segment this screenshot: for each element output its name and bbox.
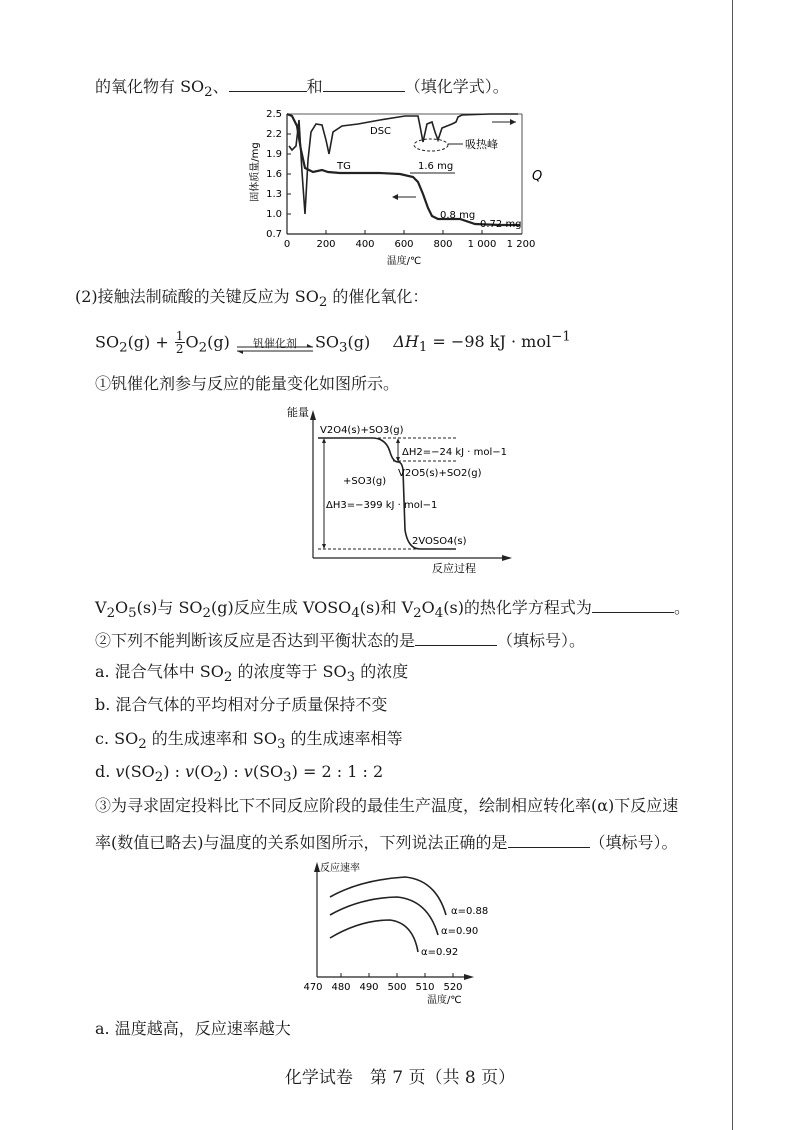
top-species: V2O4(s)+SO3(g) [320, 425, 404, 436]
tg-label: TG [337, 161, 351, 172]
alpha-label-090: α=0.90 [441, 926, 479, 937]
option-c [95, 728, 403, 756]
text: 的催化氧化： [327, 287, 429, 306]
text: 、 [212, 77, 229, 96]
fig1-x-ticks [284, 239, 536, 250]
text: （填标号）。 [589, 833, 678, 852]
subscript: 2 [318, 295, 328, 311]
equilibrium-arrow-icon [235, 344, 315, 354]
fig2-x-label: 反应过程 [432, 562, 476, 575]
fraction-numerator: 1 [175, 329, 184, 344]
text: (g)反应生成 VOSO [211, 598, 352, 617]
mass-label-1: 1.6 mg [418, 161, 454, 172]
x-tick: 490 [359, 982, 379, 993]
text: b. 混合气体的平均相对分子质量保持不变 [95, 695, 388, 714]
subscript: 2 [198, 340, 208, 356]
tg-dsc-figure [240, 100, 550, 272]
rate-symbol: v [243, 762, 253, 781]
answer-blank-1[interactable] [229, 73, 307, 92]
energy-diagram [280, 400, 520, 580]
answer-blank-5[interactable] [508, 829, 590, 848]
fraction-denominator: 2 [175, 342, 184, 357]
subscript: 3 [339, 340, 348, 356]
x-tick: 1 200 [506, 239, 536, 250]
peak-ellipse [414, 139, 448, 151]
main-equation [95, 324, 571, 363]
y-tick: 1.6 [266, 169, 282, 180]
y-tick: 0.7 [266, 229, 282, 240]
text: 。 [673, 598, 690, 617]
text: （填标号）。 [497, 631, 586, 650]
text: (2)接触法制硫酸的关键反应为 SO [75, 287, 319, 306]
rate-symbol: v [115, 762, 125, 781]
text: (s)和 V [359, 598, 414, 617]
q2-3-line2 [95, 829, 678, 854]
subscript: 4 [434, 606, 444, 622]
dh2-label: ΔH2=−24 kJ · mol−1 [402, 447, 508, 458]
alpha-label-092: α=0.92 [421, 947, 459, 958]
curve-alpha-088 [330, 877, 446, 915]
y-tick: 2.5 [266, 109, 282, 120]
text: 的生成速率和 SO [146, 729, 277, 748]
text: O [421, 598, 435, 617]
x-tick: 0 [283, 239, 291, 250]
subscript: 2 [204, 85, 213, 101]
option-a [95, 661, 408, 689]
q2-1-stem [95, 373, 399, 395]
superscript: −1 [551, 330, 571, 345]
subscript: 4 [351, 606, 360, 622]
fig3-x-ticks [303, 982, 462, 993]
text: (O [194, 762, 214, 781]
text: 率(数值已略去)与温度的关系如图所示，下列说法正确的是 [95, 833, 508, 852]
text: (SO [252, 762, 284, 781]
option-d [95, 761, 383, 789]
text: O [115, 598, 129, 617]
tg-curve [287, 114, 520, 225]
rate-symbol: v [185, 762, 195, 781]
text: 的生成速率相等 [285, 729, 403, 748]
text: V [95, 598, 107, 617]
delta-h-symbol: ΔH [393, 332, 419, 352]
text: ②下列不能判断该反应是否达到平衡状态的是 [95, 631, 416, 650]
text: SO [314, 332, 340, 352]
catalyst-label: 钒催化剂 [252, 336, 297, 350]
dsc-label: DSC [370, 126, 392, 137]
text: (g) [207, 332, 230, 352]
text: (s)的热化学方程式为 [443, 598, 592, 617]
dh3-label: ΔH3=−399 kJ · mol−1 [326, 500, 438, 511]
subscript: 3 [346, 670, 356, 686]
subscript: 2 [154, 770, 164, 786]
q2-2-stem [95, 627, 585, 652]
subscript: 3 [283, 770, 292, 786]
fraction-half [175, 330, 185, 355]
subscript: 2 [202, 606, 212, 622]
page-footer: 化学试卷 第 7 页（共 8 页） [284, 1068, 516, 1088]
text: (s)与 SO [136, 598, 203, 617]
text: a. 混合气体中 SO [95, 662, 224, 681]
bottom-species: 2VOSO4(s) [412, 536, 467, 547]
add-so3-label: +SO3(g) [343, 476, 387, 487]
text: c. SO [95, 729, 139, 748]
y-tick: 1.9 [266, 149, 282, 160]
text: (g) + [127, 332, 169, 352]
answer-blank-4[interactable] [415, 627, 497, 646]
text: 的浓度 [355, 662, 409, 681]
text: (g) [347, 332, 371, 352]
subscript: 2 [213, 770, 222, 786]
subscript: 2 [223, 670, 233, 686]
x-tick: 400 [355, 239, 375, 250]
text: O [185, 332, 199, 352]
text: ①钒催化剂参与反应的能量变化如图所示。 [95, 374, 400, 393]
fig1-x-label: 温度/℃ [386, 256, 422, 267]
subscript: 2 [138, 737, 147, 753]
fig1-y-label: 固体质量/mg [250, 142, 261, 202]
text: d. [95, 762, 116, 781]
subscript: 2 [106, 606, 116, 622]
text: ) : [221, 762, 244, 781]
subscript: 2 [119, 340, 128, 356]
text: SO [95, 332, 120, 352]
mid-species: V2O5(s)+SO2(g) [398, 468, 482, 479]
dsc-curve [289, 114, 518, 214]
x-tick: 800 [433, 239, 453, 250]
answer-blank-2[interactable] [323, 73, 405, 92]
text: ) = 2 : 1 : 2 [291, 762, 384, 781]
alpha-label-088: α=0.88 [451, 906, 489, 917]
fig1-right-label: Q [532, 169, 543, 184]
fig1-y-ticks [266, 109, 282, 240]
x-tick: 510 [415, 982, 435, 993]
option-b [95, 694, 387, 716]
q2-3-option-a [95, 1018, 291, 1040]
text: a. 温度越高，反应速率越大 [95, 1019, 291, 1038]
mass-label-3: 0.72 mg [480, 219, 522, 230]
fig2-y-label: 能量 [287, 406, 309, 419]
text: ③为寻求固定投料比下不同反应阶段的最佳生产温度，绘制相应转化率(α)下反应速 [95, 796, 679, 815]
delta-h-value: = −98 kJ · mol [427, 332, 552, 352]
peak-label: 吸热峰 [465, 138, 498, 151]
subscript: 2 [413, 606, 422, 622]
text: 和 [306, 77, 323, 96]
q2-1-task [95, 594, 690, 625]
q2-3-line1 [95, 795, 678, 817]
y-tick: 1.0 [266, 209, 282, 220]
fig3-y-label: 反应速率 [320, 863, 360, 874]
text: 的浓度等于 SO [232, 662, 347, 681]
subscript: 1 [418, 340, 428, 356]
q2-intro [75, 286, 428, 314]
x-tick: 470 [303, 982, 323, 993]
x-tick: 500 [387, 982, 407, 993]
fig3-x-label: 温度/℃ [427, 995, 462, 1006]
x-tick: 1 000 [467, 239, 497, 250]
text: 的氧化物有 SO [95, 77, 205, 96]
subscript: 5 [128, 606, 137, 622]
text: ) : [163, 762, 186, 781]
mass-label-2: 0.8 mg [440, 210, 476, 221]
x-tick: 200 [316, 239, 336, 250]
text: (SO [124, 762, 155, 781]
y-tick: 2.2 [266, 129, 282, 140]
answer-blank-3[interactable] [592, 594, 674, 613]
margin-rule [732, 0, 733, 1130]
rate-temperature-figure [290, 855, 510, 1010]
y-tick: 1.3 [266, 189, 282, 200]
curve-alpha-092 [330, 920, 418, 952]
subscript: 3 [276, 737, 286, 753]
x-tick: 480 [331, 982, 351, 993]
x-tick: 520 [443, 982, 463, 993]
text: （填化学式）。 [404, 77, 509, 96]
x-tick: 600 [394, 239, 414, 250]
reversible-arrow [235, 332, 315, 354]
